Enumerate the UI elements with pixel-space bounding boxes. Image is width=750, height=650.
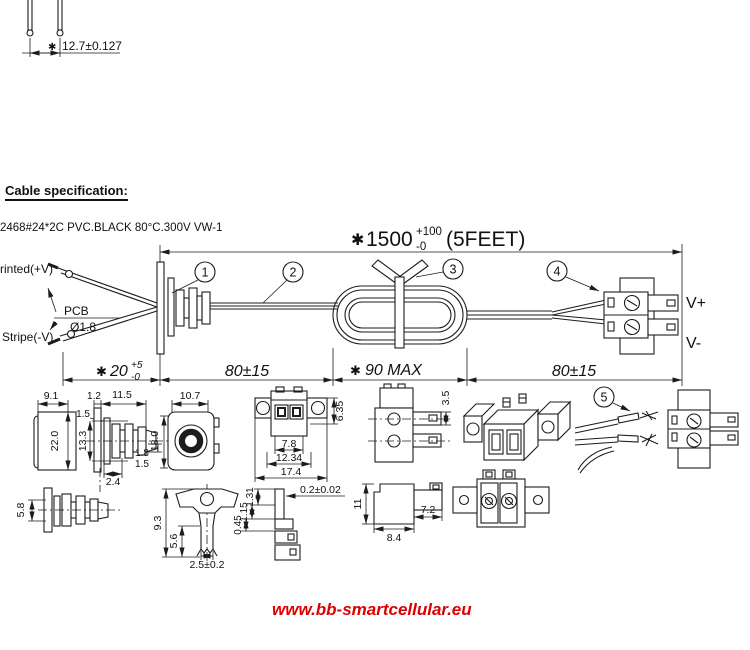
detail-terminal-front [453,470,549,527]
dim-seg1-plus: +5 [131,360,143,371]
dim-relief-right2: 1.5 [135,459,149,470]
dim-crimp-edge: 0.2±0.02 [300,484,341,496]
dim-overall-value: 1500 [366,228,413,251]
dim-relief-top1: 1.2 [87,391,101,402]
dim-overall-plus: +100 [416,226,442,238]
dim-crimp-s1: 1.31 [245,487,256,507]
cable-spec-text: 2468#24*2C PVC.BLACK 80°C.300V VW-1 [0,222,223,234]
dim-star: ✱ [350,363,361,378]
label-v-plus: V+ [686,295,707,312]
dim-plug-w2: 12.34 [275,452,303,464]
balloon-3: 3 [449,262,457,277]
dim-plug-w3: 17.4 [280,466,302,478]
segment-dimensions [63,348,682,386]
dim-star: ✱ [96,364,107,379]
dim-bushing-width: 10.7 [179,390,201,402]
section-heading: Cable specification: [5,183,128,201]
dim-seg4-value: 80±15 [551,363,597,380]
cable-tie [395,277,404,348]
dim-relief-right1: 1.8 [135,448,149,459]
output-terminal [604,278,706,354]
dim-crimp-h1: 9.3 [152,515,164,531]
dim-crimp-s3: 0.45 [233,515,244,535]
detail-plug-top [368,384,452,462]
dim-housing-h: 11 [352,498,364,510]
dim-housing-w2: 8.4 [386,532,402,544]
detail-bushing-front [149,390,219,470]
dim-relief-top2: 11.5 [112,389,132,401]
dim-relief-lower-h: 5.8 [15,502,27,518]
label-pcb: PCB [64,304,89,318]
pin-length-detail [22,0,122,57]
dim-overall-minus: -0 [416,241,427,253]
dim-plug-top-h: 3.5 [440,390,452,406]
dim-relief-bottom: 2.4 [105,476,121,488]
dim-seg3-value: 90 MAX [365,362,422,379]
balloon-5: 5 [600,390,608,405]
dim-cap-height: 22.0 [49,430,61,452]
dim-bushing-height: 18.0 [149,430,161,452]
detail-plug-front [255,387,346,482]
dim-relief-height: 13.3 [77,430,89,452]
wire-fanout [0,262,157,344]
dim-crimp-h2: 5.6 [168,533,180,549]
balloon-1: 1 [201,265,209,280]
label-stripe-negative: Stripe(-V) [2,330,54,344]
dim-seg2-value: 80±15 [224,363,270,380]
dim-star: ✱ [48,42,57,53]
dim-crimp-s2: 1.15 [239,502,250,522]
dim-pin-spacing: 12.7±0.127 [62,39,122,53]
website-watermark: www.bb-smartcellular.eu [272,600,472,619]
detail-cap [34,390,76,470]
label-printed-positive: rinted(+V) [0,262,54,276]
dim-seg1-minus: -0 [131,372,140,383]
detail-housing-side [352,483,442,544]
detail-crimp-side [233,484,345,560]
dim-seg1-value: 20 [110,363,128,380]
strain-relief-assembly [157,262,338,354]
label-v-minus: V- [686,335,702,352]
label-hole-diameter: Ø1.8 [70,320,97,334]
balloon-2: 2 [289,265,297,280]
dim-overall-suffix: (5FEET) [446,228,526,251]
dim-crimp-w: 2.5±0.2 [189,559,225,571]
dim-star: ✱ [351,232,365,249]
dim-relief-left: 1.5 [76,409,90,420]
balloon-4: 4 [553,264,561,279]
dim-cap-width: 9.1 [43,390,59,402]
dim-housing-w1: 7.2 [420,504,436,516]
detail-crimp-front [152,484,238,571]
dim-plug-w1: 7.8 [281,438,297,450]
dim-plug-height: 6.35 [334,400,346,422]
detail-isometric [464,394,570,460]
